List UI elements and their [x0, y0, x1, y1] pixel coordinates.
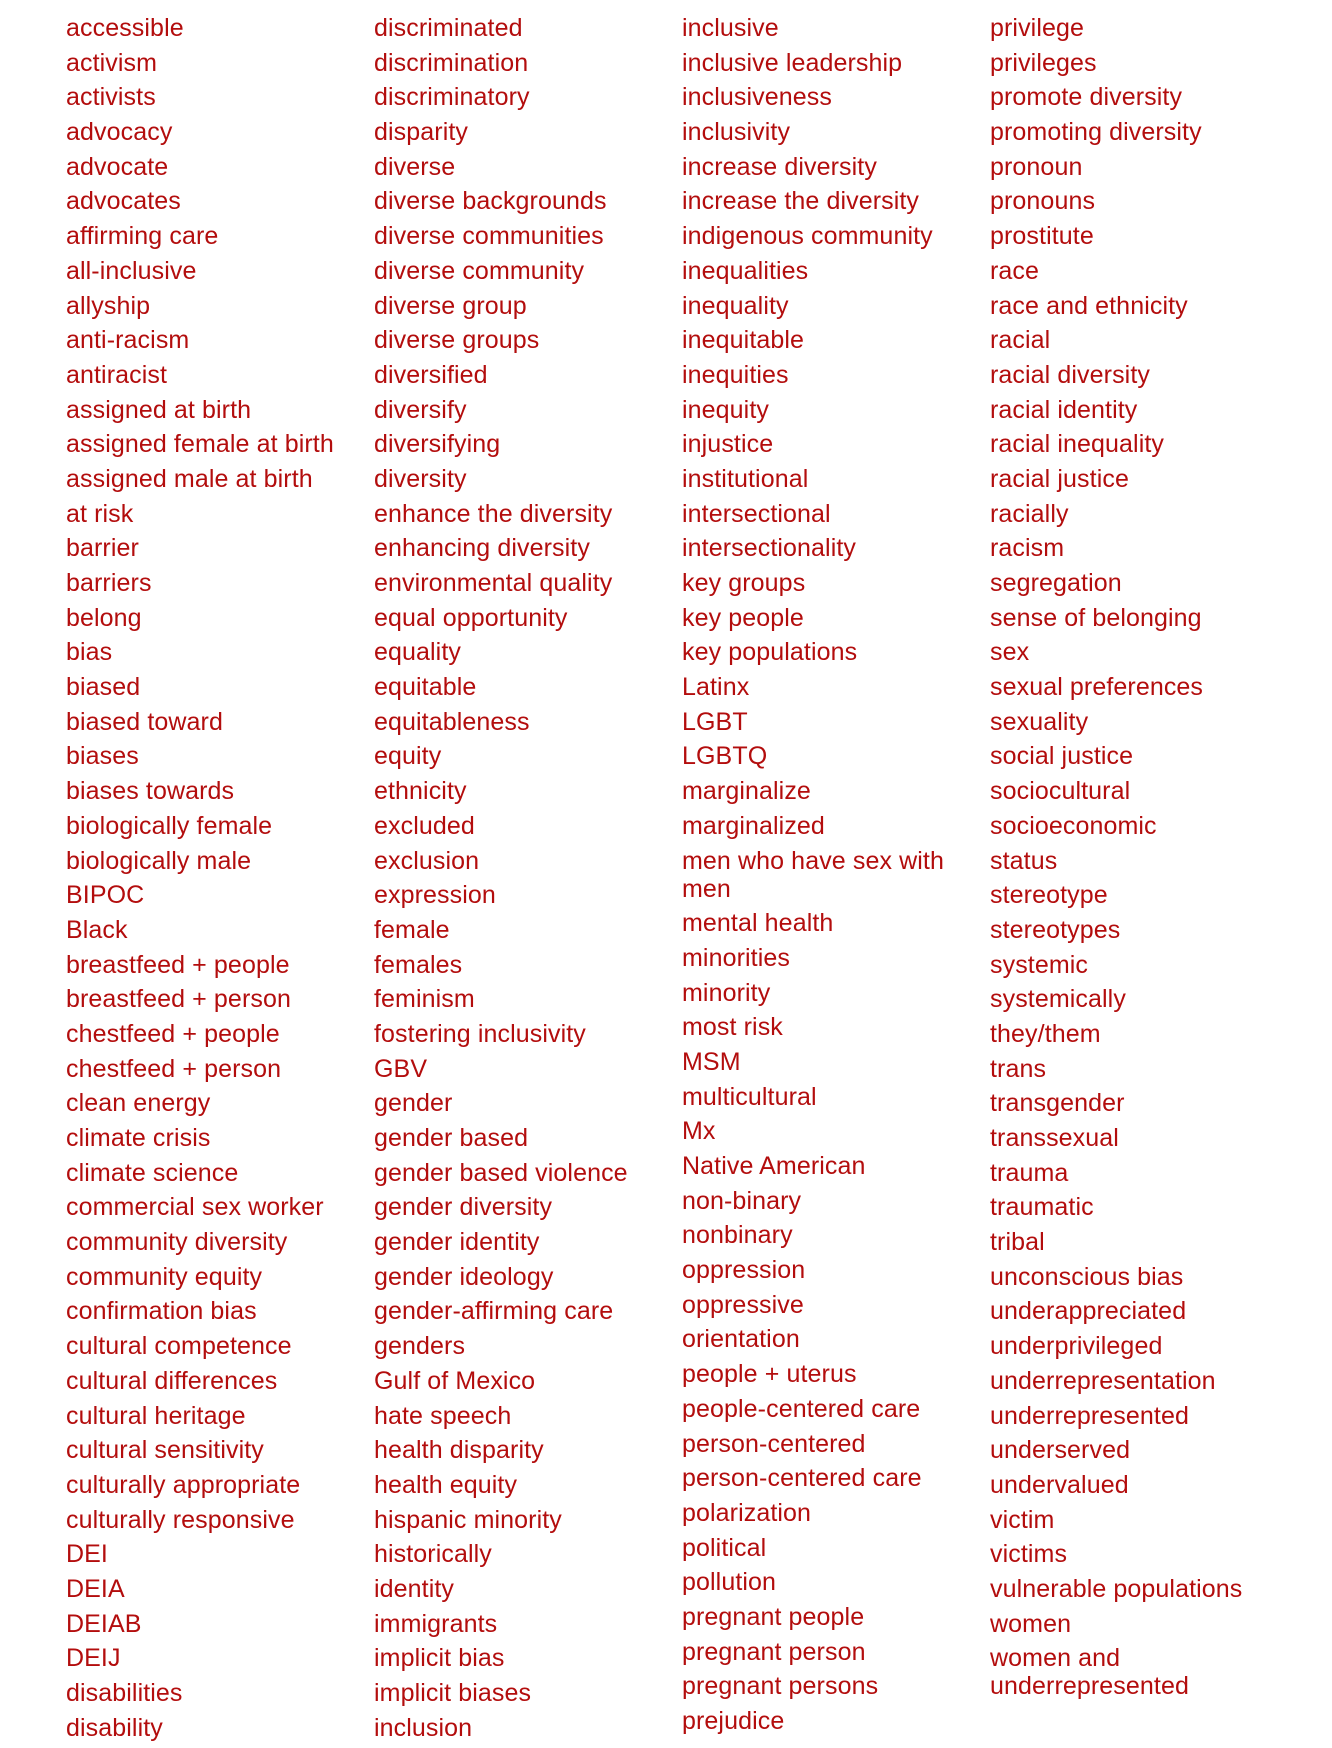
term-item: diverse groups: [374, 326, 540, 355]
term-item: stereotypes: [990, 915, 1121, 944]
term-item: underrepresented: [990, 1401, 1189, 1430]
term-item: commercial sex worker: [66, 1193, 324, 1222]
term-item: discrimination: [374, 48, 529, 77]
term-list: [66, 14, 1332, 1748]
term-item: diversifying: [374, 430, 501, 459]
term-item: assigned female at birth: [66, 430, 334, 459]
term-item: inclusive: [682, 14, 779, 42]
term-item: at risk: [66, 499, 134, 528]
term-item: key people: [682, 603, 804, 632]
term-item: racially: [990, 499, 1069, 528]
term-item: women: [990, 1609, 1072, 1638]
term-item: health disparity: [374, 1436, 544, 1465]
term-item: minority: [682, 978, 771, 1007]
term-item: historically: [374, 1540, 492, 1569]
term-item: advocate: [66, 152, 169, 181]
term-item: underappreciated: [990, 1297, 1187, 1326]
term-item: promote diversity: [990, 83, 1183, 112]
term-item: prostitute: [990, 222, 1094, 251]
term-column-4: [990, 14, 1298, 1748]
term-item: pregnant person: [682, 1637, 866, 1666]
term-item: health equity: [374, 1470, 518, 1499]
term-item: sex: [990, 638, 1030, 667]
term-item: sociocultural: [990, 777, 1131, 806]
term-item: biased toward: [66, 707, 223, 736]
term-item: indigenous community: [682, 222, 933, 251]
term-column-3: [682, 14, 990, 1748]
term-item: increase diversity: [682, 152, 877, 181]
term-item: assigned male at birth: [66, 464, 313, 493]
term-item: females: [374, 950, 463, 979]
term-item: confirmation bias: [66, 1297, 257, 1326]
term-item: diverse group: [374, 291, 527, 320]
term-item: bias: [66, 638, 113, 667]
term-item: community equity: [66, 1262, 263, 1291]
term-item: disparity: [374, 118, 468, 147]
term-item: implicit bias: [374, 1644, 505, 1673]
term-item: polarization: [682, 1498, 812, 1527]
term-item: advocates: [66, 187, 181, 216]
term-item: excluded: [374, 811, 475, 840]
term-item: biologically female: [66, 811, 273, 840]
term-item: race: [990, 256, 1040, 285]
term-item: diverse community: [374, 256, 585, 285]
term-item: MSM: [682, 1047, 741, 1076]
term-item: pronoun: [990, 152, 1083, 181]
term-item: social justice: [990, 742, 1134, 771]
term-item: genders: [374, 1332, 466, 1361]
term-item: they/them: [990, 1019, 1101, 1048]
term-item: pregnant people: [682, 1602, 865, 1631]
term-item: racism: [990, 534, 1065, 563]
term-item: oppression: [682, 1256, 806, 1285]
term-item: gender ideology: [374, 1262, 554, 1291]
term-item: women and underrepresented: [990, 1644, 1189, 1701]
term-item: climate science: [66, 1158, 239, 1187]
term-item: oppressive: [682, 1290, 804, 1319]
term-item: gender based violence: [374, 1158, 628, 1187]
term-item: disabilities: [66, 1679, 183, 1707]
term-item: sense of belonging: [990, 603, 1202, 632]
term-item: stereotype: [990, 881, 1108, 910]
term-item: undervalued: [990, 1470, 1129, 1499]
term-item: victim: [990, 1505, 1055, 1534]
term-item: cultural competence: [66, 1332, 292, 1361]
term-item: chestfeed + person: [66, 1054, 282, 1083]
term-item: racial identity: [990, 395, 1138, 424]
term-item: equitableness: [374, 707, 530, 736]
term-item: trauma: [990, 1158, 1069, 1187]
term-item: gender: [374, 1089, 453, 1118]
term-item: community diversity: [66, 1228, 288, 1257]
term-item: underserved: [990, 1436, 1131, 1465]
term-item: Mx: [682, 1117, 716, 1146]
term-item: increase the diversity: [682, 187, 920, 216]
term-item: men who have sex with men: [682, 846, 944, 903]
term-item: gender identity: [374, 1228, 540, 1257]
term-item: enhancing diversity: [374, 534, 590, 563]
term-item: underrepresentation: [990, 1366, 1216, 1395]
term-item: promoting diversity: [990, 118, 1202, 147]
term-item: marginalize: [682, 777, 811, 806]
term-item: marginalized: [682, 811, 825, 840]
term-item: sexuality: [990, 707, 1089, 736]
term-item: allyship: [66, 291, 151, 320]
term-item: injustice: [682, 430, 774, 459]
term-item: culturally responsive: [66, 1505, 295, 1534]
term-item: intersectionality: [682, 534, 857, 563]
term-item: racial inequality: [990, 430, 1165, 459]
term-item: DEIJ: [66, 1644, 121, 1673]
term-item: breastfeed + people: [66, 950, 290, 979]
term-item: most risk: [682, 1013, 783, 1042]
term-item: DEIA: [66, 1574, 125, 1603]
term-item: inclusive leadership: [682, 48, 903, 77]
term-item: institutional: [682, 464, 809, 493]
term-item: tribal: [990, 1228, 1045, 1257]
term-item: DEI: [66, 1540, 108, 1569]
term-item: key groups: [682, 569, 806, 597]
term-item: accessible: [66, 14, 184, 42]
term-item: diverse backgrounds: [374, 187, 607, 216]
term-item: inclusion: [374, 1713, 473, 1742]
term-item: ethnicity: [374, 777, 467, 806]
term-item: people + uterus: [682, 1360, 857, 1389]
term-item: political: [682, 1533, 767, 1562]
term-item: enhance the diversity: [374, 499, 613, 528]
term-item: Latinx: [682, 673, 750, 702]
term-item: racial: [990, 326, 1051, 355]
term-item: activists: [66, 83, 156, 112]
term-item: GBV: [374, 1054, 428, 1083]
term-item: biases: [66, 742, 139, 771]
term-item: transgender: [990, 1089, 1125, 1118]
term-item: climate crisis: [66, 1124, 211, 1152]
term-item: belong: [66, 603, 142, 632]
term-item: privilege: [990, 14, 1085, 42]
term-item: pronouns: [990, 187, 1096, 216]
term-item: Gulf of Mexico: [374, 1366, 536, 1395]
term-item: implicit biases: [374, 1679, 532, 1707]
term-item: trans: [990, 1054, 1047, 1083]
term-item: person-centered care: [682, 1464, 922, 1493]
term-item: key populations: [682, 638, 858, 667]
term-item: culturally appropriate: [66, 1470, 301, 1499]
term-item: Native American: [682, 1152, 866, 1180]
term-item: disability: [66, 1713, 163, 1742]
term-item: all-inclusive: [66, 256, 197, 285]
term-item: non-binary: [682, 1186, 802, 1215]
term-item: gender based: [374, 1124, 529, 1152]
term-item: sexual preferences: [990, 673, 1204, 702]
term-item: inequitable: [682, 326, 805, 355]
term-item: diverse: [374, 152, 456, 181]
term-item: barrier: [66, 534, 139, 563]
term-item: equity: [374, 742, 442, 771]
term-item: exclusion: [374, 846, 480, 875]
term-item: inequalities: [682, 256, 809, 285]
term-item: affirming care: [66, 222, 219, 251]
term-item: BIPOC: [66, 881, 145, 910]
term-item: discriminatory: [374, 83, 530, 112]
term-item: advocacy: [66, 118, 173, 147]
term-item: racial justice: [990, 464, 1129, 493]
term-item: victims: [990, 1540, 1068, 1569]
term-item: gender-affirming care: [374, 1297, 614, 1326]
term-item: immigrants: [374, 1609, 498, 1638]
term-item: privileges: [990, 48, 1097, 77]
term-item: inequities: [682, 360, 789, 389]
term-item: transsexual: [990, 1124, 1119, 1152]
term-item: unconscious bias: [990, 1262, 1184, 1291]
term-item: pollution: [682, 1568, 777, 1597]
term-column-1: [66, 14, 374, 1748]
term-item: inclusivity: [682, 118, 791, 147]
term-item: discriminated: [374, 14, 523, 42]
term-item: feminism: [374, 985, 475, 1014]
term-item: people-centered care: [682, 1394, 921, 1423]
term-item: diversify: [374, 395, 467, 424]
term-item: diversified: [374, 360, 488, 389]
term-item: hispanic minority: [374, 1505, 562, 1534]
term-item: minorities: [682, 943, 790, 972]
term-item: socioeconomic: [990, 811, 1157, 840]
term-item: barriers: [66, 569, 152, 597]
term-item: biases towards: [66, 777, 235, 806]
term-item: traumatic: [990, 1193, 1094, 1222]
term-column-2: [374, 14, 682, 1748]
term-item: antiracist: [66, 360, 168, 389]
term-item: segregation: [990, 569, 1122, 597]
term-item: equality: [374, 638, 461, 667]
term-item: systemically: [990, 985, 1126, 1014]
term-item: Black: [66, 915, 128, 944]
term-item: racial diversity: [990, 360, 1150, 389]
term-item: pregnant persons: [682, 1672, 879, 1701]
term-item: equitable: [374, 673, 477, 702]
term-item: cultural sensitivity: [66, 1436, 264, 1465]
term-item: expression: [374, 881, 496, 910]
term-item: hate speech: [374, 1401, 512, 1430]
term-item: female: [374, 915, 450, 944]
term-item: intersectional: [682, 499, 831, 528]
term-item: breastfeed + person: [66, 985, 291, 1014]
term-item: multicultural: [682, 1082, 817, 1111]
term-item: identity: [374, 1574, 455, 1603]
term-item: LGBTQ: [682, 742, 768, 771]
term-item: vulnerable populations: [990, 1574, 1243, 1603]
term-item: inequity: [682, 395, 769, 424]
term-item: assigned at birth: [66, 395, 252, 424]
term-item: activism: [66, 48, 158, 77]
term-item: inequality: [682, 291, 789, 320]
term-item: inclusiveness: [682, 83, 832, 112]
term-item: LGBT: [682, 707, 748, 736]
term-item: fostering inclusivity: [374, 1019, 586, 1048]
term-item: race and ethnicity: [990, 291, 1188, 320]
term-item: cultural heritage: [66, 1401, 246, 1430]
term-item: DEIAB: [66, 1609, 142, 1638]
term-item: mental health: [682, 909, 834, 938]
term-item: nonbinary: [682, 1221, 793, 1250]
term-item: diversity: [374, 464, 467, 493]
term-item: chestfeed + people: [66, 1019, 280, 1048]
term-item: environmental quality: [374, 569, 613, 597]
term-item: underprivileged: [990, 1332, 1163, 1361]
term-item: biologically male: [66, 846, 252, 875]
term-item: equal opportunity: [374, 603, 568, 632]
term-item: status: [990, 846, 1058, 875]
term-item: clean energy: [66, 1089, 211, 1118]
term-item: cultural differences: [66, 1366, 278, 1395]
term-item: systemic: [990, 950, 1089, 979]
term-item: diverse communities: [374, 222, 604, 251]
term-item: gender diversity: [374, 1193, 553, 1222]
term-item: person-centered: [682, 1429, 866, 1458]
term-item: orientation: [682, 1325, 800, 1354]
term-item: prejudice: [682, 1707, 785, 1735]
term-item: biased: [66, 673, 141, 702]
term-item: anti-racism: [66, 326, 190, 355]
